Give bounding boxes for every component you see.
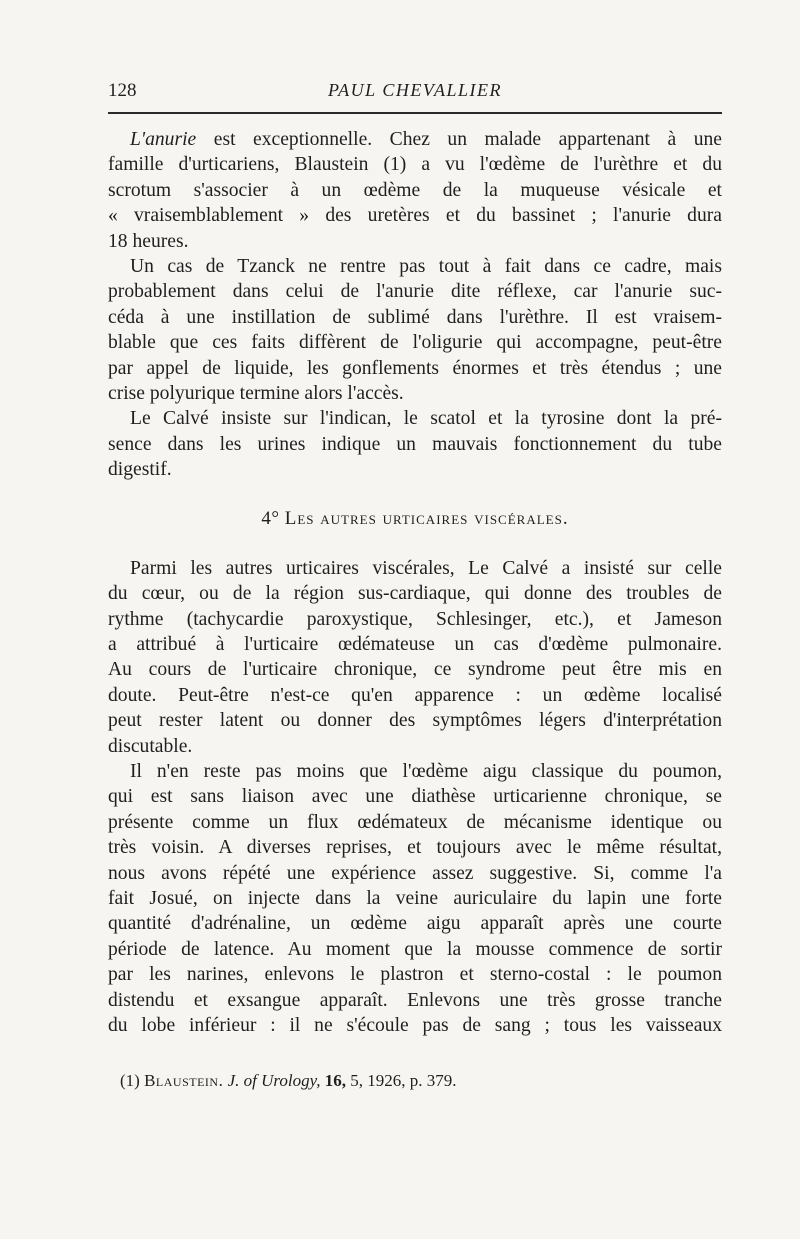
text-line: par les narines, enlevons le plastron et sterno-costal : le poumon bbox=[108, 964, 722, 986]
footnote-journal: J. of Urology, bbox=[227, 1071, 321, 1090]
text-line: distendu et exsangue apparaît. Enlevons une très grosse tranche bbox=[108, 989, 722, 1011]
paragraph-oedeme-aigu bbox=[108, 759, 722, 1038]
text-line: Le Calvé insiste sur l'indican, le scatol et la tyrosine dont la pré- bbox=[130, 408, 722, 430]
text-line: rythme (tachycardie paroxystique, Schlesinger, etc.), et Jameson bbox=[108, 608, 722, 630]
text-line: a attribué à l'urticaire œdémateuse un cas d'œdème pulmonaire. bbox=[108, 634, 722, 656]
paragraph-anurie bbox=[108, 127, 722, 254]
section-heading bbox=[108, 506, 722, 531]
page-header bbox=[108, 80, 722, 104]
text-line: quantité d'adrénaline, un œdème aigu apparaît après une courte bbox=[108, 913, 722, 935]
section-title: Les autres urticaires viscérales. bbox=[284, 508, 569, 530]
paragraph-visceral bbox=[108, 556, 722, 759]
footnote-volume: 16, bbox=[324, 1071, 346, 1090]
text-line: du cœur, ou de la région sus-cardiaque, qui donne des troubles de bbox=[108, 583, 722, 605]
paragraph-tzanck bbox=[108, 254, 722, 406]
footnote-marker: (1) bbox=[120, 1071, 140, 1090]
footnote-author: Blaustein. bbox=[144, 1071, 224, 1090]
text-line: Parmi les autres urticaires viscérales, Le Calvé a insisté sur celle bbox=[130, 557, 722, 579]
text-line: discutable. bbox=[108, 735, 193, 757]
running-head: PAUL CHEVALLIER bbox=[327, 80, 502, 100]
page-body bbox=[108, 127, 722, 1038]
header-rule bbox=[108, 112, 722, 114]
text-line: scrotum s'associer à un œdème de la muqueuse vésicale et bbox=[108, 179, 722, 201]
text-line: par appel de liquide, les gonflements énormes et très étendus ; une bbox=[108, 357, 722, 379]
italic-term: L'anurie bbox=[130, 129, 197, 150]
text-line: « vraisemblablement » des uretères et du bassinet ; l'anurie dura bbox=[108, 205, 722, 227]
text-line: présente comme un flux œdémateux de mécanisme identique ou bbox=[108, 811, 722, 833]
footnote-details: 5, 1926, p. 379. bbox=[350, 1071, 457, 1090]
text-line: 18 heures. bbox=[108, 230, 189, 252]
text-line: du lobe inférieur : il ne s'écoule pas de sang ; tous les vaisseaux bbox=[108, 1014, 722, 1036]
text-line: blable que ces faits diffèrent de l'oligurie qui accompagne, peut-être bbox=[108, 332, 722, 354]
footnote bbox=[120, 1071, 456, 1091]
text-line: doute. Peut-être n'est-ce qu'en apparence : un œdème localisé bbox=[108, 684, 722, 706]
text-line: qui est sans liaison avec une diathèse urticarienne chronique, se bbox=[108, 786, 722, 808]
text-line: probablement dans celui de l'anurie dite réflexe, car l'anurie suc- bbox=[108, 281, 722, 303]
text-line: peut rester latent ou donner des symptômes légers d'interprétation bbox=[108, 710, 722, 732]
text-line: L'anurie est exceptionnelle. Chez un malade appartenant à une bbox=[130, 129, 722, 150]
text-line: nous avons répété une expérience assez suggestive. Si, comme l'a bbox=[108, 862, 722, 884]
paragraph-le-calve bbox=[108, 406, 722, 482]
section-number: 4° bbox=[261, 508, 280, 530]
text-line: fait Josué, on injecte dans la veine auriculaire du lapin une forte bbox=[108, 887, 722, 909]
text-line: famille d'urticariens, Blaustein (1) a vu l'œdème de l'urèthre et du bbox=[108, 154, 722, 176]
text-line: période de latence. Au moment que la mousse commence de sortir bbox=[108, 938, 722, 960]
text-line: Il n'en reste pas moins que l'œdème aigu classique du poumon, bbox=[130, 761, 722, 782]
text-line: crise polyurique termine alors l'accès. bbox=[108, 382, 404, 404]
text-line: Un cas de Tzanck ne rentre pas tout à fait dans ce cadre, mais bbox=[130, 255, 722, 277]
page-number: 128 bbox=[108, 80, 137, 101]
text-line: très voisin. A diverses reprises, et toujours avec le même résultat, bbox=[108, 837, 722, 859]
text-line: céda à une instillation de sublimé dans l'urèthre. Il est vraisem- bbox=[108, 306, 722, 328]
text-line: digestif. bbox=[108, 459, 172, 481]
text-line: Au cours de l'urticaire chronique, ce syndrome peut être mis en bbox=[108, 659, 722, 681]
text-line: sence dans les urines indique un mauvais fonctionnement du tube bbox=[108, 433, 722, 455]
